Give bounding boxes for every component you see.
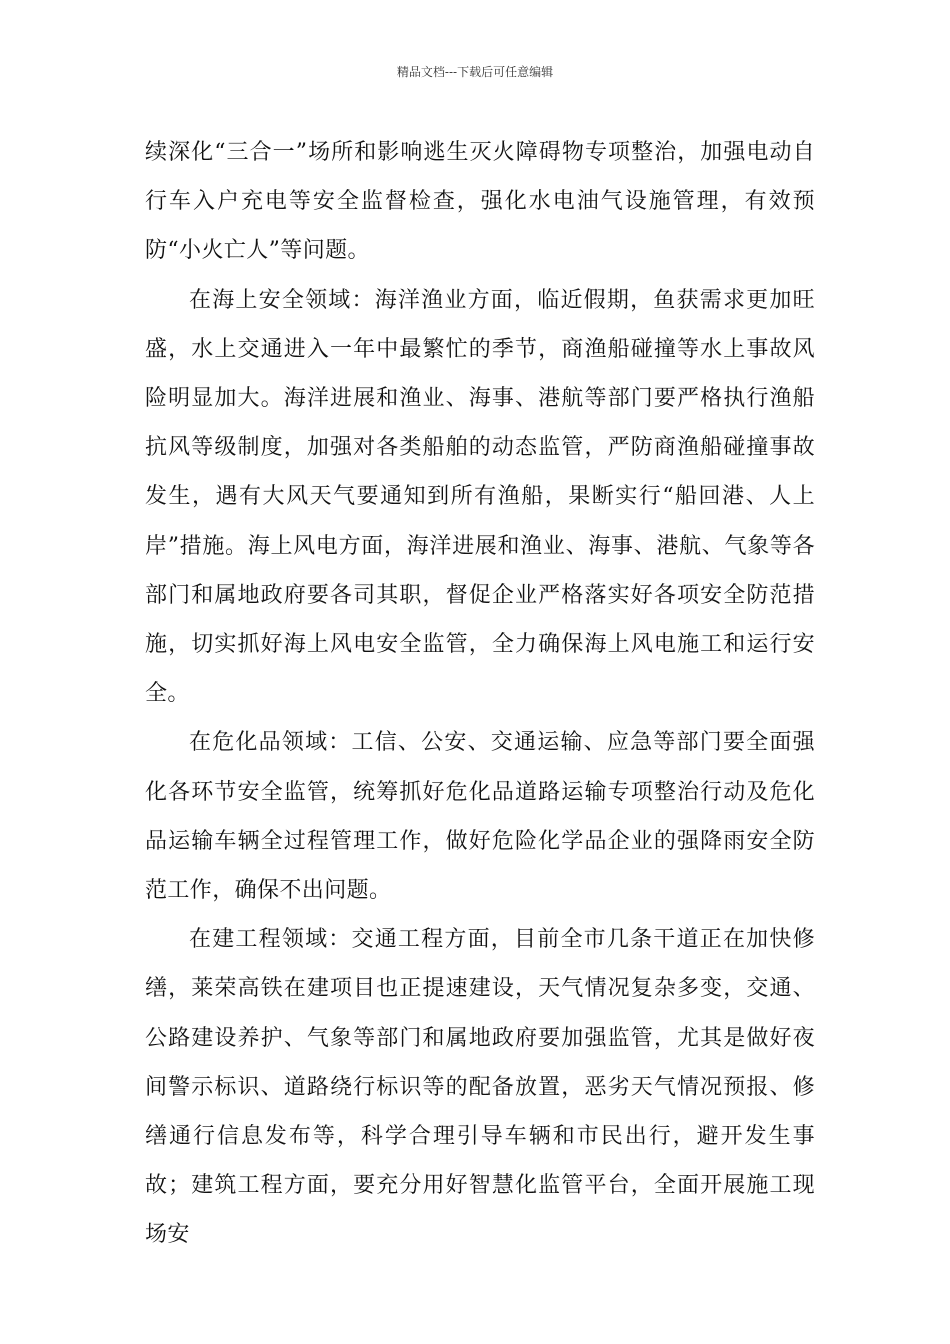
page-header: 精品文档---下载后可任意编辑	[396, 65, 554, 79]
paragraph-hazardous-chemicals: 在危化品领域：工信、公安、交通运输、应急等部门要全面强化各环节安全监管，统筹抓好危化品道路运输专项整治行动及危化品运输车辆全过程管理工作，做好危险化学品企业的强降雨安全防范工作，确保不出问题。	[145, 730, 815, 904]
paragraph-construction-projects: 在建工程领域：交通工程方面，目前全市几条干道正在加快修缮，莱荣高铁在建项目也正提速建设，天气情况复杂多变，交通、公路建设养护、气象等部门和属地政府要加强监管，尤其是做好夜间警示标识、道路绕行标识等的配备放置，恶劣天气情况预报、修缮通行信息发布等，科学合理引导车辆和市民出行，避开发生事故；建筑工程方面，要充分用好智慧化监管平台，全面开展施工现场安	[145, 927, 815, 1248]
paragraph-maritime-safety: 在海上安全领域：海洋渔业方面，临近假期，鱼获需求更加旺盛，水上交通进入一年中最繁忙的季节，商渔船碰撞等水上事故风险明显加大。海洋进展和渔业、海事、港航等部门要严格执行渔船抗风等级制度，加强对各类船舶的动态监管，严防商渔船碰撞事故发生，遇有大风天气要通知到所有渔船，果断实行“船回港、人上岸”措施。海上风电方面，海洋进展和渔业、海事、港航、气象等各部门和属地政府要各司其职，督促企业严格落实好各项安全防范措施，切实抓好海上风电安全监管，全力确保海上风电施工和运行安全。	[145, 287, 815, 707]
paragraph-continuation: 续深化“三合一”场所和影响逃生灭火障碍物专项整治，加强电动自行车入户充电等安全监督检查，强化水电油气设施管理，有效预防“小火亡人”等问题。	[145, 140, 815, 264]
document-body	[145, 128, 815, 1260]
